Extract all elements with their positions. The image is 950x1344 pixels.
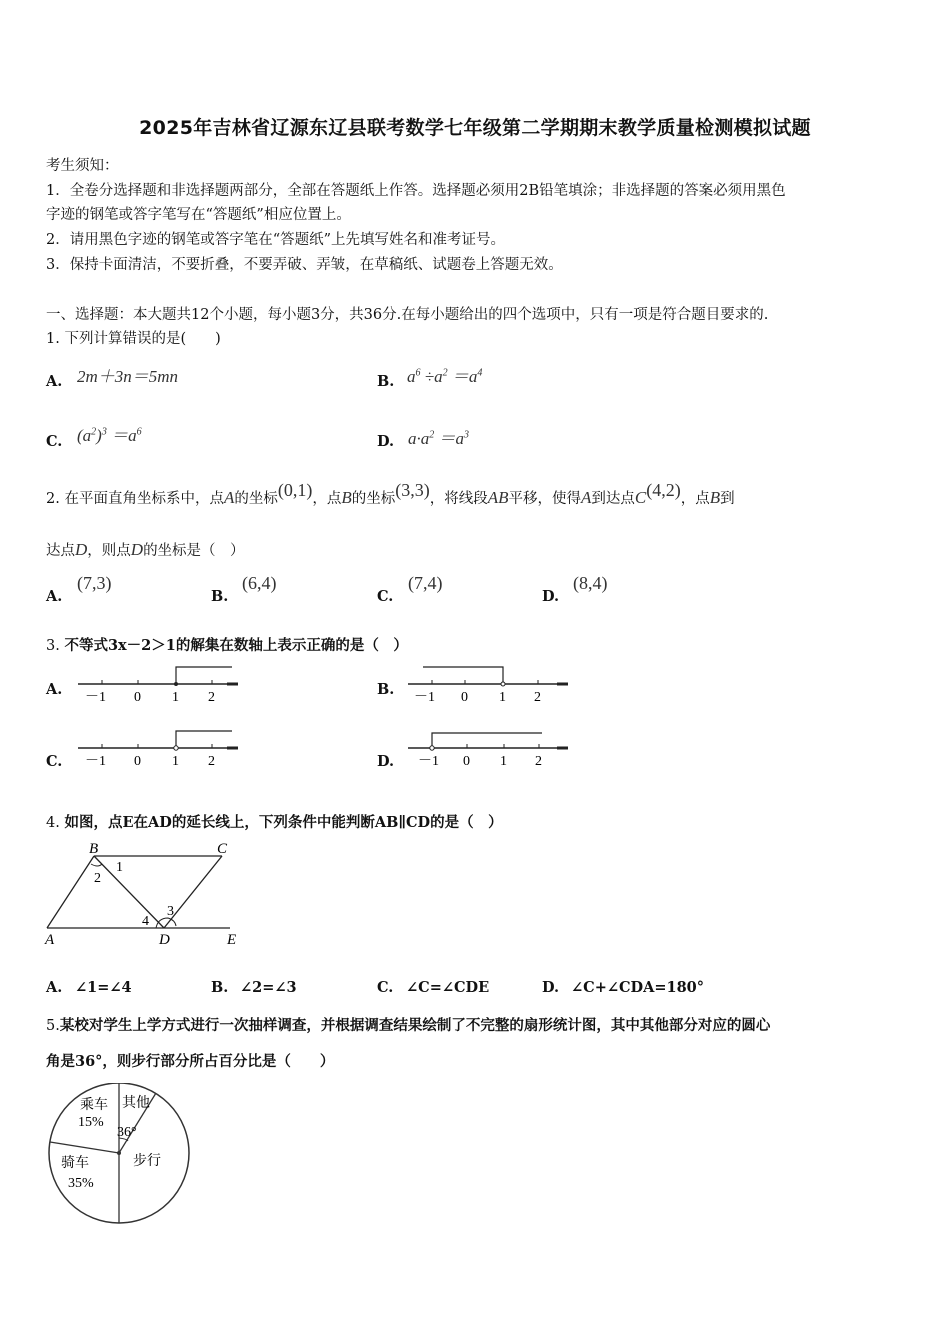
q3-option-c-label: C. bbox=[46, 753, 63, 770]
question-4-stem: 4. 如图，点E在AD的延长线上，下列条件中能判断AB∥CD的是（ ） bbox=[46, 814, 503, 831]
svg-text:15%: 15% bbox=[78, 1115, 104, 1130]
svg-text:0: 0 bbox=[134, 690, 141, 705]
q4-option-c-label: C. bbox=[377, 979, 394, 996]
svg-text:35%: 35% bbox=[68, 1176, 94, 1191]
question-number: 1. bbox=[46, 331, 60, 347]
number-line-d bbox=[405, 724, 575, 769]
q2-option-b-value: (6,4) bbox=[242, 573, 277, 593]
svg-text:步行: 步行 bbox=[133, 1154, 161, 1169]
svg-text:4: 4 bbox=[142, 914, 149, 929]
question-1-stem bbox=[46, 327, 221, 348]
svg-text:1: 1 bbox=[116, 860, 123, 875]
svg-text:B: B bbox=[89, 841, 99, 857]
svg-text:2: 2 bbox=[208, 690, 215, 705]
svg-text:－1: －1 bbox=[414, 690, 435, 705]
section-heading: 一、选择题：本大题共12个小题，每小题3分，共36分.在每小题给出的四个选项中，只有一项是符合题目要求的. bbox=[46, 307, 769, 323]
q1-option-a-label: A. bbox=[46, 373, 63, 390]
q2-option-c-label: C. bbox=[377, 588, 394, 605]
notice-item-2: 2．请用黑色字迹的钢笔或答字笔在“答题纸”上先填写姓名和准考证号。 bbox=[46, 232, 506, 248]
svg-text:0: 0 bbox=[463, 754, 470, 769]
q3-option-d-label: D. bbox=[377, 753, 395, 770]
q4-option-b-value: ∠2=∠3 bbox=[240, 979, 297, 996]
svg-text:36°: 36° bbox=[117, 1125, 137, 1140]
parallelogram-figure bbox=[42, 838, 252, 950]
svg-text:0: 0 bbox=[134, 754, 141, 769]
page-title: 2025年吉林省辽源东辽县联考数学七年级第二学期期末教学质量检测模拟试题 bbox=[139, 117, 811, 139]
notice-heading: 考生须知： bbox=[46, 158, 119, 174]
notice-item-1-line-2: 字迹的钢笔或答字笔写在“答题纸”相应位置上。 bbox=[46, 207, 351, 223]
q4-option-c-value: ∠C=∠CDE bbox=[406, 979, 490, 996]
notice-item-1-line-1: 1．全卷分选择题和非选择题两部分，全部在答题纸上作答。选择题必须用2B铅笔填涂；非选择题的答案必须用黑色 bbox=[46, 183, 786, 199]
q3-option-a-label: A. bbox=[46, 681, 63, 698]
svg-text:1: 1 bbox=[500, 754, 507, 769]
q2-option-d-value: (8,4) bbox=[573, 573, 608, 593]
pie-chart-figure bbox=[42, 1083, 202, 1233]
question-2-stem: 2. 在平面直角坐标系中，点A的坐标(0,1)，点B的坐标(3,3)，将线段AB平移，使得A到达点C(4,2)，点B到 bbox=[46, 480, 735, 507]
question-5-stem-line-2: 角是36°，则步行部分所占百分比是（ ） bbox=[46, 1053, 335, 1070]
svg-text:乘车: 乘车 bbox=[80, 1098, 108, 1113]
svg-text:2: 2 bbox=[535, 754, 542, 769]
svg-text:A: A bbox=[45, 932, 55, 948]
svg-text:E: E bbox=[227, 932, 237, 948]
q2-option-a-value: (7,3) bbox=[77, 573, 112, 593]
q4-option-d-value: ∠C+∠CDA=180° bbox=[571, 979, 705, 996]
svg-text:1: 1 bbox=[172, 690, 179, 705]
q1-option-c-expr: $(a^2)^3 =a^6$ bbox=[77, 426, 142, 445]
svg-text:骑车: 骑车 bbox=[61, 1156, 89, 1171]
svg-text:1: 1 bbox=[499, 690, 506, 705]
q4-option-a-value: ∠1=∠4 bbox=[75, 979, 132, 996]
number-line-b bbox=[405, 660, 575, 705]
q2-option-d-label: D. bbox=[542, 588, 560, 605]
q4-option-a-label: A. bbox=[46, 979, 63, 996]
q1-option-b-label: B. bbox=[377, 373, 395, 390]
svg-text:1: 1 bbox=[172, 754, 179, 769]
q4-option-b-label: B. bbox=[211, 979, 229, 996]
svg-text:3: 3 bbox=[167, 904, 174, 919]
number-line-a bbox=[75, 660, 245, 705]
svg-text:2: 2 bbox=[534, 690, 541, 705]
notice-item-3: 3．保持卡面清洁，不要折叠，不要弄破、弄皱，在草稿纸、试题卷上答题无效。 bbox=[46, 257, 563, 273]
q3-option-b-label: B. bbox=[377, 681, 395, 698]
number-line-c bbox=[75, 724, 245, 769]
question-2-stem-line-2: 达点D，则点D的坐标是（ ） bbox=[46, 540, 245, 559]
question-5-stem-line-1: 5.某校对学生上学方式进行一次抽样调查，并根据调查结果绘制了不完整的扇形统计图，其中其他部分对应的圆心 bbox=[46, 1017, 771, 1034]
svg-text:2: 2 bbox=[94, 871, 101, 886]
q2-option-b-label: B. bbox=[211, 588, 229, 605]
q1-option-b-expr: $a^6 \div a^2 =a^4$ bbox=[407, 367, 483, 386]
q1-option-d-label: D. bbox=[377, 433, 395, 450]
svg-text:C: C bbox=[217, 841, 228, 857]
svg-text:－1: －1 bbox=[418, 754, 439, 769]
q1-option-a-expr: 2m＋3n＝5mn bbox=[77, 367, 179, 386]
q4-option-d-label: D. bbox=[542, 979, 560, 996]
q1-option-c-label: C. bbox=[46, 433, 63, 450]
q2-option-a-label: A. bbox=[46, 588, 63, 605]
q2-option-c-value: (7,4) bbox=[408, 573, 443, 593]
q1-option-d-expr: $a\cdot a^2 =a^3$ bbox=[408, 429, 469, 448]
svg-text:－1: －1 bbox=[85, 690, 106, 705]
svg-text:－1: －1 bbox=[85, 754, 106, 769]
svg-text:0: 0 bbox=[461, 690, 468, 705]
svg-text:2: 2 bbox=[208, 754, 215, 769]
question-text: 下列计算错误的是( ) bbox=[64, 331, 221, 347]
svg-text:D: D bbox=[159, 932, 170, 948]
question-3-stem: 3. 不等式3x－2＞1的解集在数轴上表示正确的是（ ） bbox=[46, 637, 408, 654]
svg-text:其他: 其他 bbox=[122, 1096, 150, 1111]
